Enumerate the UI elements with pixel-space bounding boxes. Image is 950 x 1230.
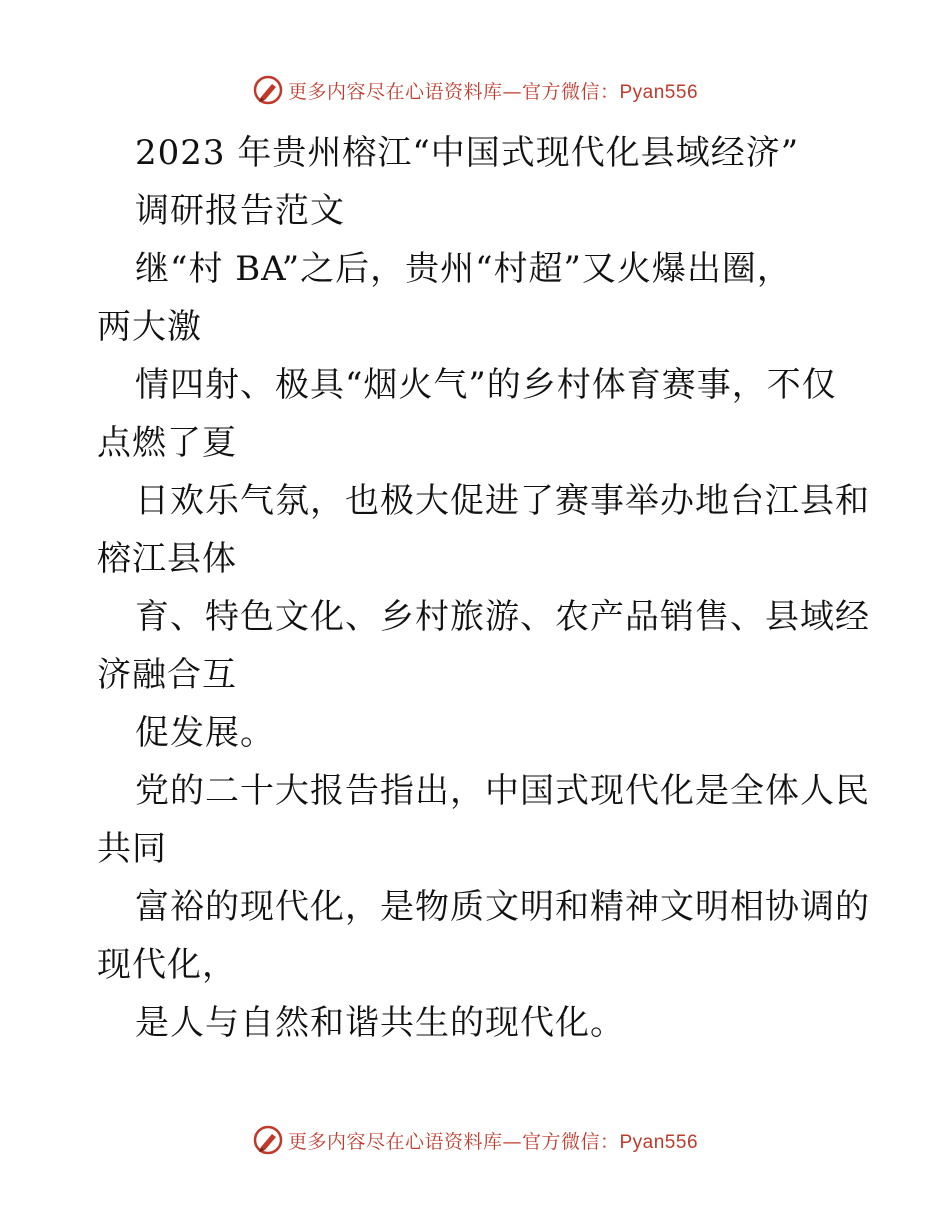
body-line: 是人与自然和谐共生的现代化。 <box>135 1003 625 1043</box>
pen-logo-icon <box>252 74 284 106</box>
body-line: 育、特色文化、乡村旅游、农产品销售、县域经 <box>135 597 870 637</box>
banner-text <box>288 77 698 104</box>
banner-wechat-id: Pyan556 <box>619 1131 699 1153</box>
header-banner <box>0 70 950 110</box>
banner-label: 更多内容尽在心语资料库—官方微信： <box>287 1130 620 1153</box>
banner-label: 更多内容尽在心语资料库—官方微信： <box>287 80 620 103</box>
body-line: 现代化， <box>97 945 237 985</box>
body-line: 两大激 <box>97 307 202 347</box>
body-line: 富裕的现代化，是物质文明和精神文明相协调的 <box>135 887 870 927</box>
body-line: 点燃了夏 <box>97 423 237 463</box>
body-line: 促发展。 <box>135 713 275 753</box>
body-line: 日欢乐气氛，也极大促进了赛事举办地台江县和 <box>135 481 870 521</box>
banner-text <box>288 1127 698 1154</box>
body-line: 情四射、极具“烟火气”的乡村体育赛事，不仅 <box>135 365 837 405</box>
body-line: 党的二十大报告指出，中国式现代化是全体人民 <box>135 771 870 811</box>
document-title-line-1: 2023 年贵州榕江“中国式现代化县域经济” <box>135 133 800 173</box>
document-title-line-2: 调研报告范文 <box>135 191 345 231</box>
body-line: 济融合互 <box>97 655 237 695</box>
body-line: 共同 <box>97 829 167 869</box>
pen-logo-icon <box>252 1124 284 1156</box>
body-line: 继“村 BA”之后，贵州“村超”又火爆出圈， <box>135 249 792 289</box>
document-body <box>97 124 870 1052</box>
body-line: 榕江县体 <box>97 539 237 579</box>
footer-banner <box>0 1120 950 1160</box>
banner-wechat-id: Pyan556 <box>619 81 699 103</box>
